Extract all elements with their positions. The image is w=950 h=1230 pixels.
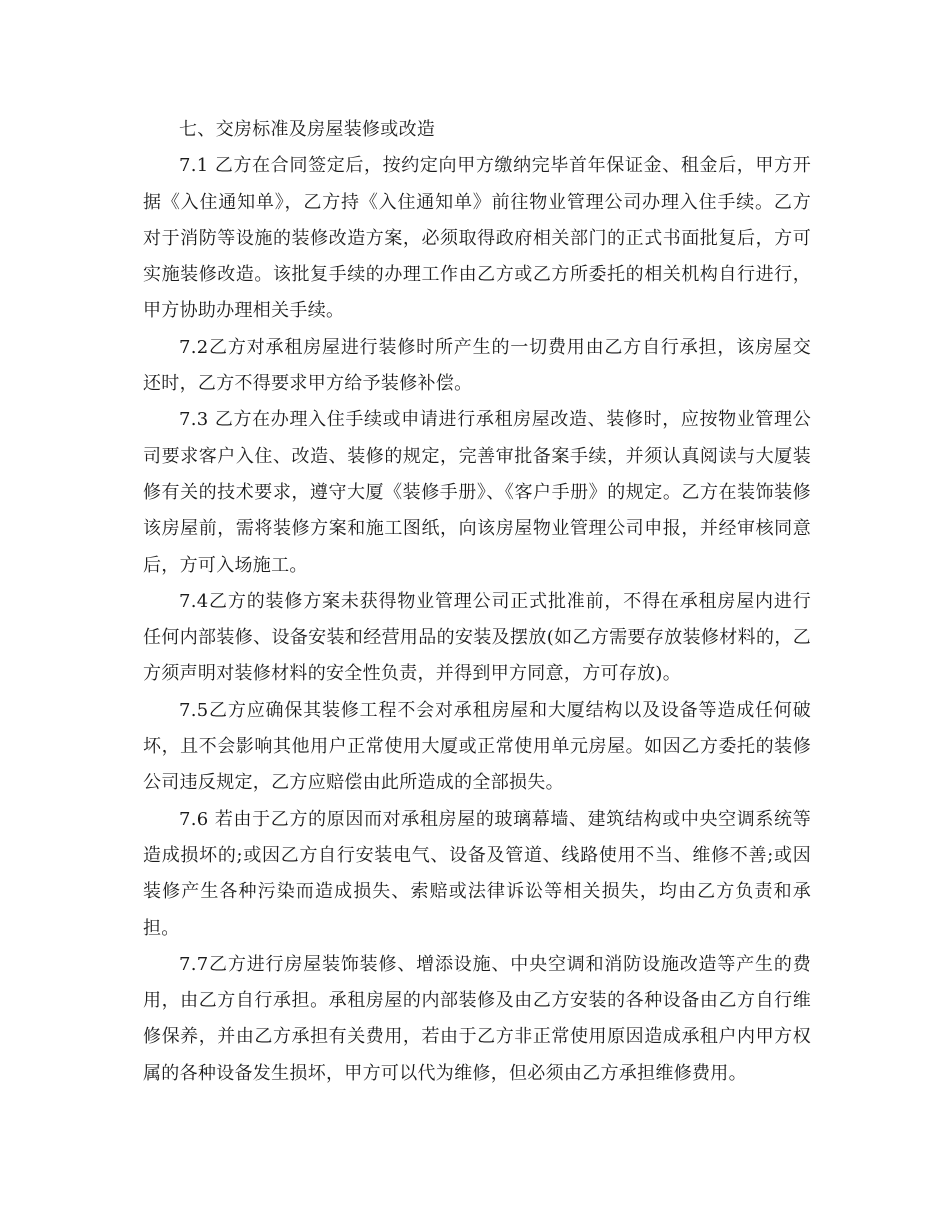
paragraph-7-1: 7.1 乙方在合同签定后，按约定向甲方缴纳完毕首年保证金、租金后，甲方开据《入住通知单》，乙方持《入住通知单》前往物业管理公司办理入住手续。乙方对于消防等设施的装修改造方案，必须取得政府相关部门的正式书面批复后，方可实施装修改造。该批复手续的办理工作由乙方或乙方所委托的相关机构自行进行，甲方协助办理相关手续。: [143, 155, 811, 322]
paragraph-7-4: 7.4乙方的装修方案未获得物业管理公司正式批准前，不得在承租房屋内进行任何内部装修、设备安装和经营用品的安装及摆放(如乙方需要存放装修材料的，乙方须声明对装修材料的安全性负责，并得到甲方同意，方可存放)。: [143, 590, 811, 685]
paragraph-7-3: 7.3 乙方在办理入住手续或申请进行承租房屋改造、装修时，应按物业管理公司要求客户入住、改造、装修的规定，完善审批备案手续，并须认真阅读与大厦装修有关的技术要求，遵守大厦《装修手册》、《客户手册》的规定。乙方在装饰装修该房屋前，需将装修方案和施工图纸，向该房屋物业管理公司申报，并经审核同意后，方可入场施工。: [143, 409, 811, 576]
section-heading: 七、交房标准及房屋装修或改造: [179, 119, 436, 140]
document-body: [143, 112, 811, 1092]
paragraph-7-6: 7.6 若由于乙方的原因而对承租房屋的玻璃幕墙、建筑结构或中央空调系统等造成损坏的;或因乙方自行安装电气、设备及管道、线路使用不当、维修不善;或因装修产生各种污染而造成损失、索赔或法律诉讼等相关损失，均由乙方负责和承担。: [143, 808, 811, 939]
paragraph-7-7: 7.7乙方进行房屋装饰装修、增添设施、中央空调和消防设施改造等产生的费用，由乙方自行承担。承租房屋的内部装修及由乙方安装的各种设备由乙方自行维修保养，并由乙方承担有关费用，若由于乙方非正常使用原因造成承租户内甲方权属的各种设备发生损坏，甲方可以代为维修，但必须由乙方承担维修费用。: [143, 953, 811, 1084]
paragraph-7-2: 7.2乙方对承租房屋进行装修时所产生的一切费用由乙方自行承担，该房屋交还时，乙方不得要求甲方给予装修补偿。: [143, 336, 811, 395]
paragraph-7-5: 7.5乙方应确保其装修工程不会对承租房屋和大厦结构以及设备等造成任何破坏，且不会影响其他用户正常使用大厦或正常使用单元房屋。如因乙方委托的装修公司违反规定，乙方应赔偿由此所造成的全部损失。: [143, 699, 811, 794]
